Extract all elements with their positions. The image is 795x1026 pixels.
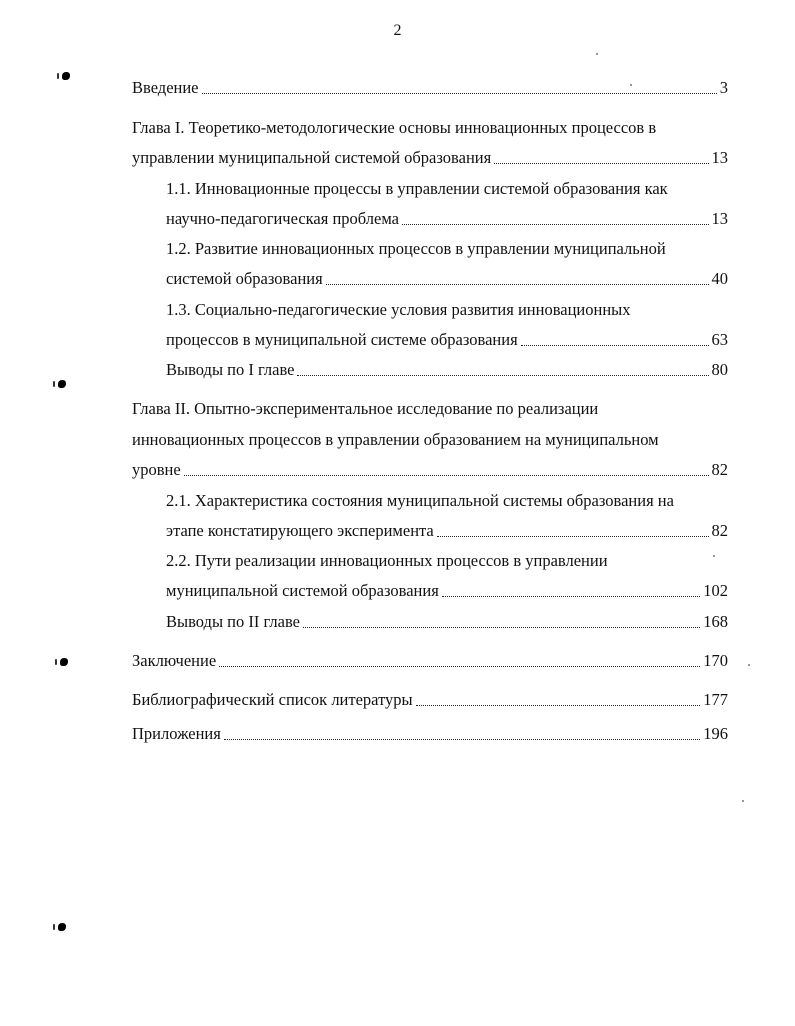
- dot-leader: [402, 224, 709, 225]
- toc-entry-section-2-2: [166, 580, 728, 602]
- dot-leader: [416, 705, 701, 706]
- toc-entry-bibliography: [132, 689, 728, 711]
- toc-entry-section-1-2: [166, 268, 728, 290]
- toc-entry-page: 102: [703, 581, 728, 600]
- toc-entry-page: 177: [703, 690, 728, 709]
- toc-entry-label: этапе констатирующего эксперимента: [166, 521, 434, 540]
- toc-entry-label: Выводы по I главе: [166, 360, 295, 379]
- toc-entry-label: Введение: [132, 78, 199, 97]
- chapter-2-title-line-1: Глава II. Опытно-экспериментальное исследование по реализации: [132, 399, 599, 418]
- toc-entry-label: Заключение: [132, 651, 217, 670]
- dot-leader: [219, 666, 700, 667]
- toc-entry-label: научно-педагогическая проблема: [166, 209, 399, 228]
- dot-leader: [184, 475, 709, 476]
- punch-hole-mark: [62, 72, 70, 80]
- toc-entry-label: системой образования: [166, 269, 323, 288]
- toc-entry-chapter-2-conclusions: [166, 611, 728, 633]
- toc-entry-label: Библиографический список литературы: [132, 690, 413, 709]
- section-1-3-title-line-1: 1.3. Социально-педагогические условия развития инновационных: [166, 300, 631, 319]
- toc-entry-chapter-1: [132, 147, 728, 169]
- toc-entry-section-2-1: [166, 520, 728, 542]
- dot-leader: [437, 536, 709, 537]
- scan-speck: [748, 664, 750, 666]
- dot-leader: [202, 93, 717, 94]
- toc-entry-introduction: [132, 77, 728, 99]
- toc-entry-section-1-1: [166, 208, 728, 230]
- toc-entry-section-1-3: [166, 329, 728, 351]
- toc-entry-page: 80: [711, 360, 728, 379]
- toc-entry-label: Приложения: [132, 724, 221, 743]
- toc-entry-label: процессов в муниципальной системе образования: [166, 330, 518, 349]
- punch-hole-mark: [58, 380, 66, 388]
- punch-hole-mark: [60, 658, 68, 666]
- toc-entry-label: уровне: [132, 460, 181, 479]
- toc-entry-page: 3: [719, 78, 728, 97]
- toc-entry-chapter-1-conclusions: [166, 359, 728, 381]
- punch-hole-mark: [58, 923, 66, 931]
- section-2-1-title-line-1: 2.1. Характеристика состояния муниципальной системы образования на: [166, 491, 674, 510]
- dot-leader: [521, 345, 709, 346]
- toc-entry-page: 82: [711, 460, 728, 479]
- dot-leader: [494, 163, 708, 164]
- toc-entry-chapter-2: [132, 459, 728, 481]
- toc-entry-conclusion: [132, 650, 728, 672]
- toc-entry-page: 82: [711, 521, 728, 540]
- section-1-1-title-line-1: 1.1. Инновационные процессы в управлении системой образования как: [166, 179, 668, 198]
- dot-leader: [303, 627, 700, 628]
- toc-entry-page: 63: [711, 330, 728, 349]
- toc-entry-appendices: [132, 723, 728, 745]
- toc-entry-page: 13: [711, 148, 728, 167]
- dot-leader: [326, 284, 709, 285]
- toc-entry-page: 40: [711, 269, 728, 288]
- scan-speck: [742, 800, 744, 802]
- section-2-2-title-line-1: 2.2. Пути реализации инновационных процессов в управлении: [166, 551, 608, 570]
- section-1-2-title-line-1: 1.2. Развитие инновационных процессов в управлении муниципальной: [166, 239, 666, 258]
- dot-leader: [224, 739, 700, 740]
- dot-leader: [297, 375, 708, 376]
- chapter-1-title-line-1: Глава I. Теоретико-методологические основы инновационных процессов в: [132, 118, 657, 137]
- toc-entry-label: Выводы по II главе: [166, 612, 300, 631]
- dot-leader: [442, 596, 700, 597]
- toc-entry-page: 196: [703, 724, 728, 743]
- toc-entry-page: 170: [703, 651, 728, 670]
- scan-speck: [713, 555, 715, 557]
- chapter-2-title-line-2: инновационных процессов в управлении образованием на муниципальном: [132, 430, 659, 449]
- scan-speck: [630, 84, 632, 86]
- toc-entry-page: 13: [711, 209, 728, 228]
- toc-entry-label: муниципальной системой образования: [166, 581, 439, 600]
- scan-speck: [596, 53, 598, 55]
- toc-entry-page: 168: [703, 612, 728, 631]
- toc-entry-label: управлении муниципальной системой образования: [132, 148, 492, 167]
- page-number: 2: [393, 22, 402, 39]
